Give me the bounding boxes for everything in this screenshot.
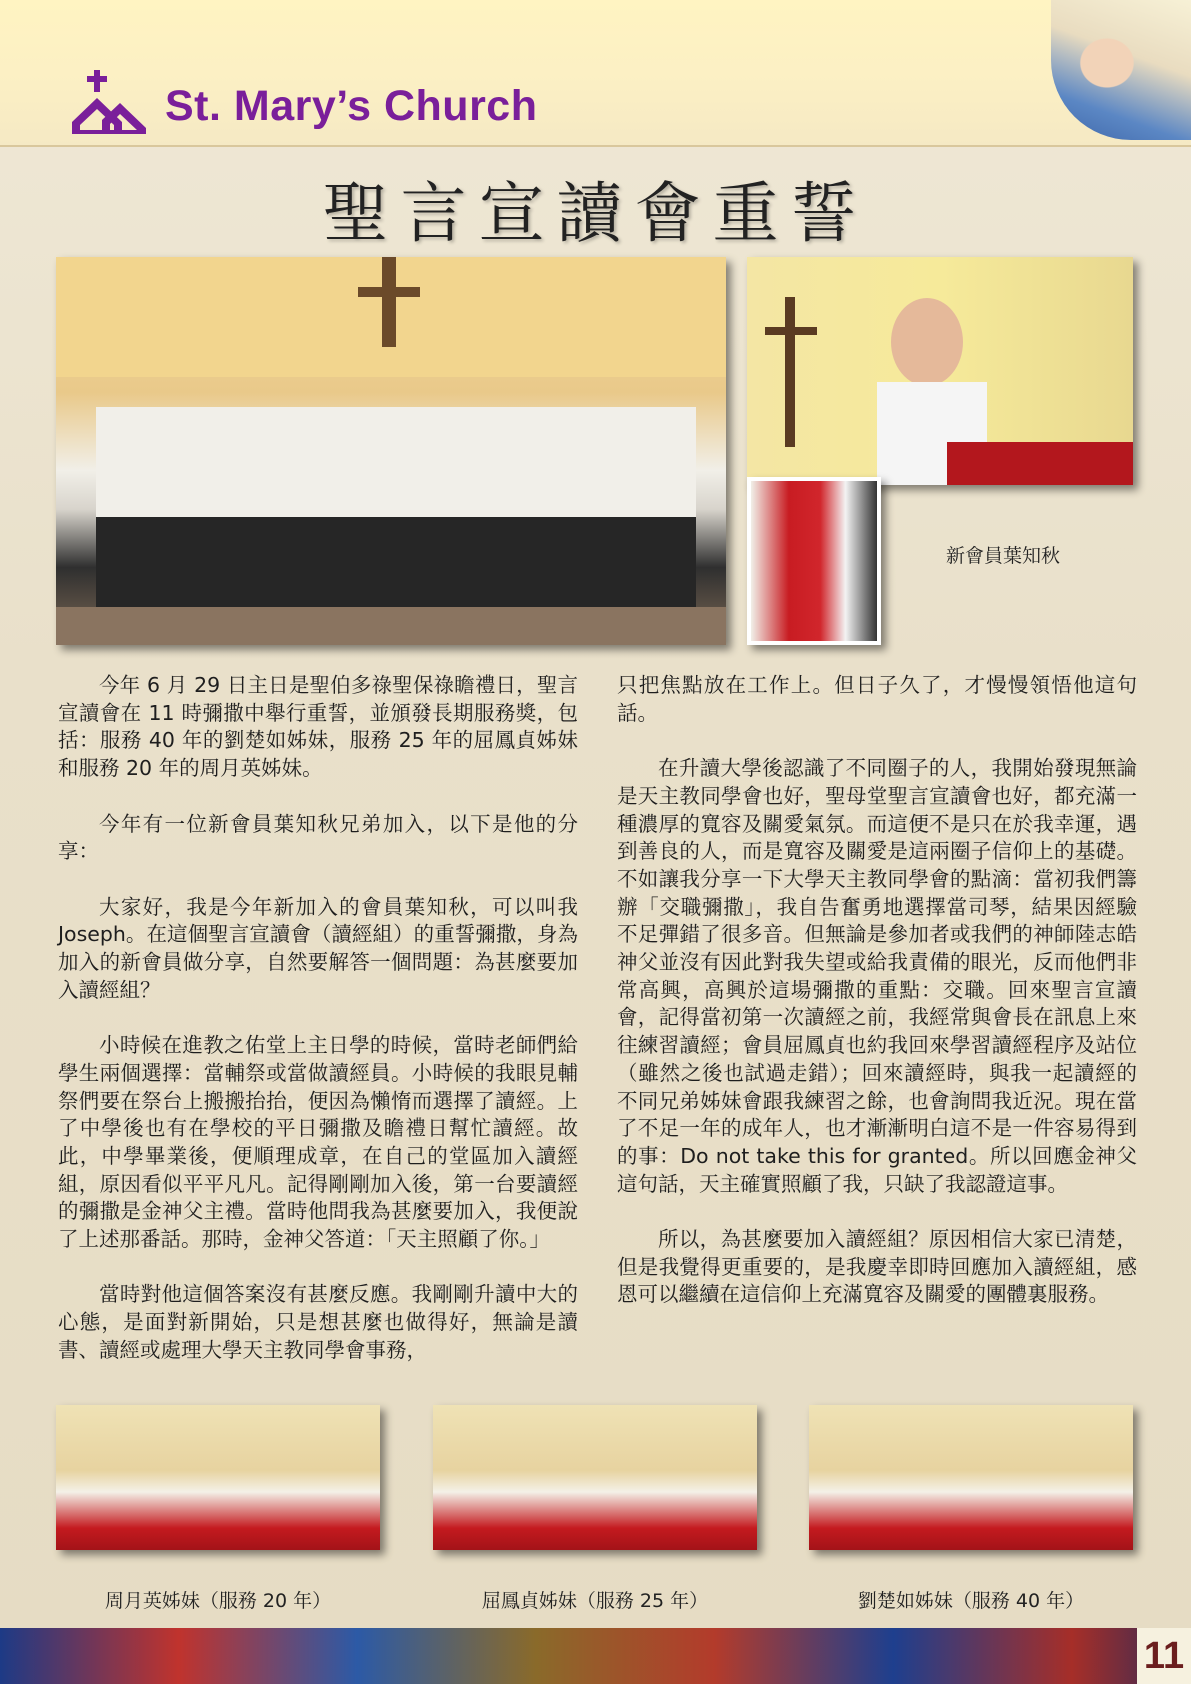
page-header: [0, 0, 1191, 147]
award-photo-3: [809, 1405, 1133, 1550]
group-photo: [56, 257, 726, 645]
article-column-left: [58, 672, 578, 1392]
church-name: St. Mary’s Church: [165, 82, 538, 130]
paragraph: 今年有一位新會員葉知秋兄弟加入，以下是他的分享：: [58, 811, 578, 864]
award-photo-1: [56, 1405, 380, 1550]
paragraph: 當時對他這個答案沒有甚麼反應。我剛剛升讀中大的心態，是面對新開始，只是想甚麼也做得好，無論是讀書、讀經或處理大學天主教同學會事務，: [58, 1282, 578, 1362]
paragraph: 只把焦點放在工作上。但日子久了，才慢慢領悟他這句話。: [617, 673, 1137, 725]
award-caption-3: 劉楚如姊妹（服務 40 年）: [857, 1590, 1085, 1612]
paragraph: 大家好，我是今年新加入的會員葉知秋，可以叫我 Joseph。在這個聖言宣讀會（讀經組）的重誓彌撒，身為加入的新會員做分享，自然要解答一個問題：為甚麼要加入讀經組？: [58, 894, 578, 1002]
article-column-right: [617, 672, 1137, 1337]
stained-glass-footer: [0, 1628, 1191, 1684]
page-number: 11: [1137, 1628, 1191, 1684]
award-caption-1: 周月英姊妹（服務 20 年）: [104, 1590, 332, 1612]
virgin-mary-image: [1051, 0, 1191, 140]
award-caption-2: 屈鳳貞姊妹（服務 25 年）: [481, 1590, 709, 1612]
church-logo-icon: [72, 70, 146, 134]
reader-photo: [747, 257, 1133, 485]
paragraph: 今年 6 月 29 日主日是聖伯多祿聖保祿瞻禮日，聖言宣讀會在 11 時彌撒中舉行重誓，並頒發長期服務獎，包括：服務 40 年的劉楚如姊妹，服務 25 年的屈鳳貞姊妹和服務 20 年的周月英姊妹。: [58, 673, 578, 781]
paragraph: 在升讀大學後認識了不同圈子的人，我開始發現無論是天主教同學會也好，聖母堂聖言宣讀會也好，都充滿一種濃厚的寬容及關愛氣氛。而這便不是只在於我幸運，遇到善良的人，而是寬容及關愛是這兩圈子信仰上的基礎。不如讓我分享一下大學天主教同學會的點滴：當初我們籌辦「交職彌撒」，我自告奮勇地選擇當司琴，結果因經驗不足彈錯了很多音。但無論是參加者或我們的神師陸志皓神父並沒有因此對我失望或給我責備的眼光，反而他們非常高興，高興於這場彌撒的重點：交職。回來聖言宣讀會，記得當初第一次讀經之前，我經常與會長在訊息上來往練習讀經；會員屈鳳貞也約我回來學習讀經程序及站位（雖然之後也試過走錯）；回來讀經時，與我一起讀經的不同兄弟姊妹會跟我練習之餘，也會詢問我近況。現在當了不足一年的成年人，也才漸漸明白這不是一件容易得到的事：Do not take this for granted。所以回應金神父這句話，天主確實照顧了我，只缺了我認證這事。: [617, 756, 1137, 1196]
award-photo-2: [433, 1405, 757, 1550]
paragraph: 所以，為甚麼要加入讀經組？原因相信大家已清楚，但是我覺得更重要的，是我慶幸即時回應加入讀經組，感恩可以繼續在這信仰上充滿寬容及關愛的團體裏服務。: [617, 1227, 1137, 1307]
reader-caption: 新會員葉知秋: [946, 545, 1061, 567]
paragraph: 小時候在進教之佑堂上主日學的時候，當時老師們給學生兩個選擇：當輔祭或當做讀經員。小時候的我眼見輔祭們要在祭台上搬搬抬抬，便因為懶惰而選擇了讀經。上了中學後也有在學校的平日彌撒及瞻禮日幫忙讀經。故此，中學畢業後，便順理成章，在自己的堂區加入讀經組，原因看似平平凡凡。記得剛剛加入後，第一台要讀經的彌撒是金神父主禮。當時他問我為甚麼要加入，我便說了上述那番話。那時，金神父答道：「天主照顧了你。」: [58, 1033, 578, 1252]
handover-photo: [747, 477, 881, 645]
article-title: 聖言宣讀會重誓: [322, 175, 869, 252]
